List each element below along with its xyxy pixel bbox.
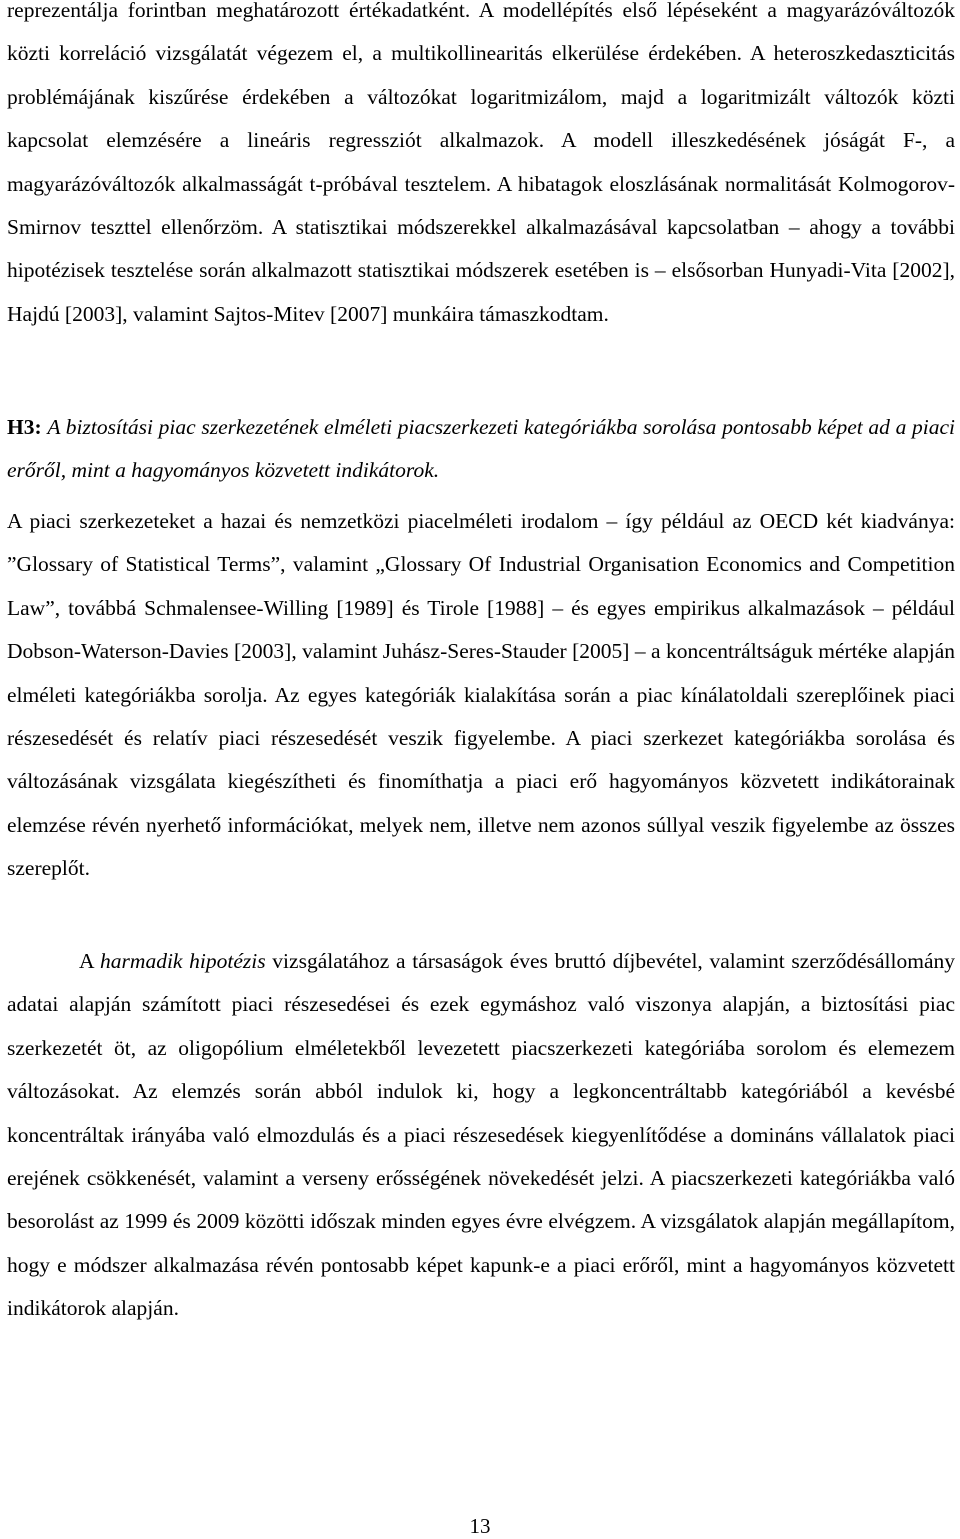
hypothesis-text: A biztosítási piac szerkezetének elméleti piacszerkezeti kategóriákba sorolása pontosabb képet ad a piaci erőről, mint a hagyományos közvetett indikátorok.	[7, 415, 955, 483]
hypothesis-h3	[7, 406, 955, 493]
paragraph-rest: vizsgálatához a társaságok éves bruttó díjbevétel, valamint szerződésállomány adatai alapján számított piaci részesedései és ezek egymáshoz való viszonya alapján, a biztosítási piac szerkezetét öt, az oligopólium elméletekből levezetett piacszerkezeti kategóriába sorolom és elemezem változásokat. Az elemzés során abból indulok ki, hogy a legkoncentráltabb kategóriából a kevésbé koncentráltak irányába való elmozdulás és a piaci részesedések kiegyenlítődése a domináns vállalatok piaci erejének csökkenését, valamint a verseny erősségének növekedését jelzi. A piacszerkezeti kategóriákba való besorolást az 1999 és 2009 közötti időszak minden egyes évre elvégzem. A vizsgálatok alapján megállapítom, hogy e módszer alkalmazása révén pontosabb képet kapunk-e a piaci erőről, mint a hagyományos közvetett indikátorok alapján.	[7, 949, 956, 1321]
page-number: 13	[469, 1514, 491, 1538]
paragraph-emphasis: harmadik hipotézis	[100, 949, 266, 973]
paragraph-market-structure: A piaci szerkezeteket a hazai és nemzetközi piacelméleti irodalom – így például az OECD két kiadványa: ”Glossary of Statistical Terms”, valamint „Glossary Of Industrial Organisation Economics and Competition Law”, továbbá Schmalensee-Willing [1989] és Tirole [1988] – és egyes empirikus alkalmazások – például Dobson-Waterson-Davies [2003], valamint Juhász-Seres-Stauder [2005] – a koncentráltságuk mértéke alapján elméleti kategóriákba sorolja. Az egyes kategóriák kialakítása során a piac kínálatoldali szereplőinek piaci részesedését és relatív piaci részesedését veszik figyelembe. A piaci szerkezet kategóriákba sorolása és változásának vizsgálata kiegészítheti és finomíthatja a piaci erő hagyományos közvetett indikátorainak elemzése révén nyerhető információkat, melyek nem, illetve nem azonos súllyal veszik figyelembe az összes szereplőt.	[7, 509, 955, 881]
paragraph-prefix: A	[79, 949, 101, 973]
paragraph-methodology: reprezentálja forintban meghatározott értékadatként. A modellépítés első lépéseként a magyarázóváltozók közti korreláció vizsgálatát végezem el, a multikollinearitás elkerülése érdekében. A heteroszkedaszticitás problémájának kiszűrése érdekében a változókat logaritmizálom, majd a logaritmizált változók közti kapcsolat elemzésére a lineáris regressziót alkalmazok. A modell illeszkedésének jóságát F-, a magyarázóváltozók alkalmasságát t-próbával tesztelem. A hibatagok eloszlásának normalitását Kolmogorov-Smirnov teszttel ellenőrzöm. A statisztikai módszerekkel alkalmazásával kapcsolatban – ahogy a további hipotézisek tesztelése során alkalmazott statisztikai módszerek esetében is – elsősorban Hunyadi-Vita [2002], Hajdú [2003], valamint Sajtos-Mitev [2007] munkáira támaszkodtam.	[7, 0, 955, 326]
paragraph-third-hypothesis	[7, 940, 955, 1331]
hypothesis-label: H3:	[7, 415, 42, 439]
